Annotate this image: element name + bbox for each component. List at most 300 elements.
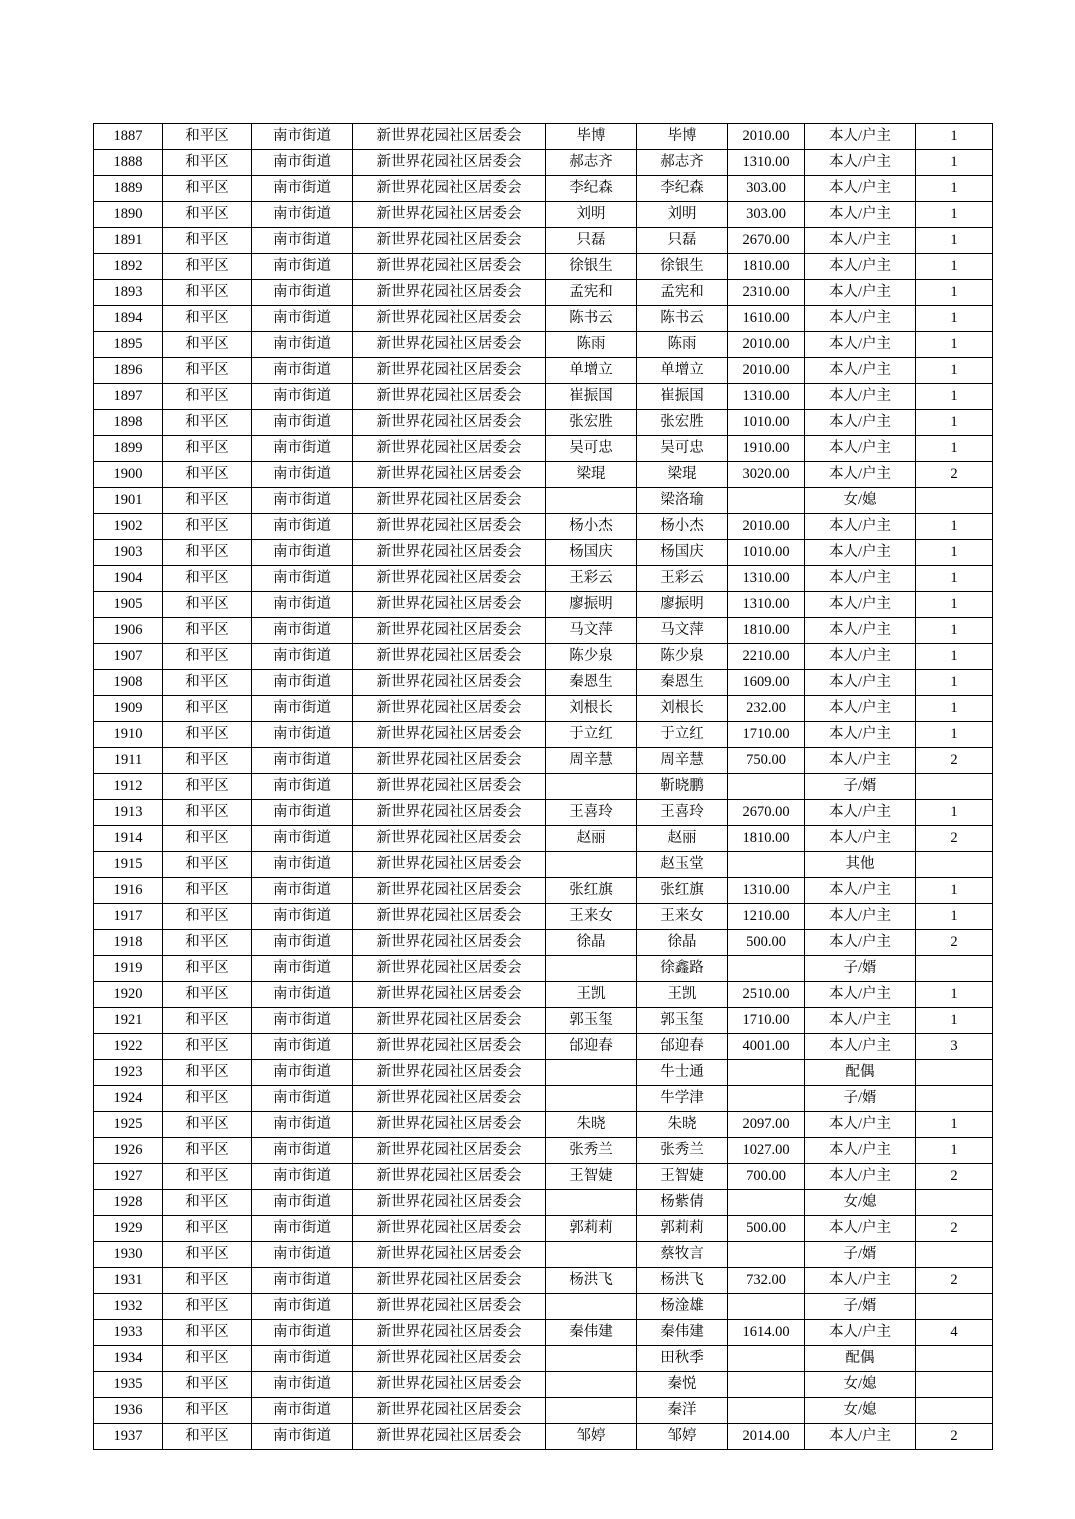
row-community: 新世界花园社区居委会 (353, 956, 546, 982)
row-count (916, 488, 993, 514)
row-count: 1 (916, 384, 993, 410)
row-community: 新世界花园社区居委会 (353, 566, 546, 592)
row-street: 南市街道 (252, 800, 353, 826)
row-member-name: 杨小杰 (637, 514, 728, 540)
row-count: 1 (916, 878, 993, 904)
row-index: 1936 (94, 1398, 163, 1424)
row-street: 南市街道 (252, 1008, 353, 1034)
row-district: 和平区 (163, 878, 252, 904)
row-member-name: 秦恩生 (637, 670, 728, 696)
row-district: 和平区 (163, 332, 252, 358)
row-index: 1894 (94, 306, 163, 332)
row-index: 1915 (94, 852, 163, 878)
row-community: 新世界花园社区居委会 (353, 696, 546, 722)
row-street: 南市街道 (252, 722, 353, 748)
row-count: 1 (916, 566, 993, 592)
row-index: 1916 (94, 878, 163, 904)
row-community: 新世界花园社区居委会 (353, 1060, 546, 1086)
row-count: 1 (916, 1112, 993, 1138)
row-amount: 2010.00 (728, 514, 805, 540)
row-count: 1 (916, 722, 993, 748)
row-count: 1 (916, 280, 993, 306)
table-row (94, 436, 993, 462)
row-district: 和平区 (163, 1242, 252, 1268)
row-index: 1931 (94, 1268, 163, 1294)
row-street: 南市街道 (252, 1320, 353, 1346)
row-index: 1926 (94, 1138, 163, 1164)
row-relation: 本人/户主 (805, 514, 916, 540)
row-count: 2 (916, 1268, 993, 1294)
row-count (916, 1294, 993, 1320)
row-member-name: 靳晓鹏 (637, 774, 728, 800)
row-relation: 本人/户主 (805, 826, 916, 852)
row-street: 南市街道 (252, 1424, 353, 1450)
row-street: 南市街道 (252, 306, 353, 332)
row-relation: 子/婿 (805, 1086, 916, 1112)
row-amount (728, 1294, 805, 1320)
row-district: 和平区 (163, 384, 252, 410)
row-community: 新世界花园社区居委会 (353, 1398, 546, 1424)
row-district: 和平区 (163, 1086, 252, 1112)
table-body (94, 124, 993, 1450)
row-district: 和平区 (163, 1346, 252, 1372)
row-relation: 本人/户主 (805, 696, 916, 722)
row-count (916, 1190, 993, 1216)
row-street: 南市街道 (252, 1346, 353, 1372)
row-count: 1 (916, 228, 993, 254)
row-community: 新世界花园社区居委会 (353, 1268, 546, 1294)
row-member-name: 杨淦雄 (637, 1294, 728, 1320)
row-street: 南市街道 (252, 488, 353, 514)
row-community: 新世界花园社区居委会 (353, 1034, 546, 1060)
row-community: 新世界花园社区居委会 (353, 1190, 546, 1216)
row-index: 1921 (94, 1008, 163, 1034)
row-householder-name: 郭莉莉 (546, 1216, 637, 1242)
row-street: 南市街道 (252, 956, 353, 982)
row-amount: 732.00 (728, 1268, 805, 1294)
row-householder-name: 张红旗 (546, 878, 637, 904)
row-district: 和平区 (163, 1190, 252, 1216)
row-householder-name: 周辛慧 (546, 748, 637, 774)
row-street: 南市街道 (252, 540, 353, 566)
row-member-name: 于立红 (637, 722, 728, 748)
row-member-name: 秦伟建 (637, 1320, 728, 1346)
row-amount (728, 1060, 805, 1086)
row-community: 新世界花园社区居委会 (353, 410, 546, 436)
table-row (94, 670, 993, 696)
row-member-name: 郭玉玺 (637, 1008, 728, 1034)
row-amount: 2010.00 (728, 332, 805, 358)
row-community: 新世界花园社区居委会 (353, 1008, 546, 1034)
row-householder-name: 杨小杰 (546, 514, 637, 540)
row-community: 新世界花园社区居委会 (353, 1112, 546, 1138)
row-member-name: 梁洛瑜 (637, 488, 728, 514)
row-count: 2 (916, 1164, 993, 1190)
row-index: 1920 (94, 982, 163, 1008)
row-index: 1917 (94, 904, 163, 930)
row-index: 1933 (94, 1320, 163, 1346)
row-community: 新世界花园社区居委会 (353, 124, 546, 150)
row-member-name: 陈雨 (637, 332, 728, 358)
row-member-name: 廖振明 (637, 592, 728, 618)
row-count: 1 (916, 800, 993, 826)
row-amount: 750.00 (728, 748, 805, 774)
row-householder-name: 赵丽 (546, 826, 637, 852)
row-relation: 子/婿 (805, 956, 916, 982)
row-community: 新世界花园社区居委会 (353, 852, 546, 878)
row-community: 新世界花园社区居委会 (353, 1320, 546, 1346)
row-relation: 本人/户主 (805, 254, 916, 280)
row-householder-name (546, 1346, 637, 1372)
row-community: 新世界花园社区居委会 (353, 826, 546, 852)
row-householder-name: 王来女 (546, 904, 637, 930)
row-street: 南市街道 (252, 670, 353, 696)
row-index: 1888 (94, 150, 163, 176)
row-householder-name: 梁琨 (546, 462, 637, 488)
row-district: 和平区 (163, 774, 252, 800)
row-relation: 本人/户主 (805, 930, 916, 956)
table-row (94, 592, 993, 618)
row-amount (728, 956, 805, 982)
row-amount: 2014.00 (728, 1424, 805, 1450)
row-relation: 本人/户主 (805, 1112, 916, 1138)
row-district: 和平区 (163, 566, 252, 592)
row-count (916, 1398, 993, 1424)
table-row (94, 618, 993, 644)
row-relation: 子/婿 (805, 774, 916, 800)
row-index: 1912 (94, 774, 163, 800)
row-street: 南市街道 (252, 826, 353, 852)
row-member-name: 王凯 (637, 982, 728, 1008)
row-member-name: 郭莉莉 (637, 1216, 728, 1242)
row-member-name: 邹婷 (637, 1424, 728, 1450)
row-householder-name (546, 1190, 637, 1216)
row-householder-name: 李纪森 (546, 176, 637, 202)
row-amount: 1310.00 (728, 150, 805, 176)
row-index: 1910 (94, 722, 163, 748)
row-index: 1911 (94, 748, 163, 774)
table-row (94, 1138, 993, 1164)
row-community: 新世界花园社区居委会 (353, 228, 546, 254)
row-member-name: 陈书云 (637, 306, 728, 332)
row-relation: 女/媳 (805, 1372, 916, 1398)
row-householder-name: 刘根长 (546, 696, 637, 722)
row-count: 1 (916, 202, 993, 228)
row-district: 和平区 (163, 228, 252, 254)
row-street: 南市街道 (252, 592, 353, 618)
row-amount (728, 1398, 805, 1424)
table-row (94, 1242, 993, 1268)
row-street: 南市街道 (252, 878, 353, 904)
row-street: 南市街道 (252, 410, 353, 436)
row-householder-name: 秦恩生 (546, 670, 637, 696)
row-district: 和平区 (163, 488, 252, 514)
row-community: 新世界花园社区居委会 (353, 358, 546, 384)
row-member-name: 毕博 (637, 124, 728, 150)
row-community: 新世界花园社区居委会 (353, 280, 546, 306)
row-community: 新世界花园社区居委会 (353, 618, 546, 644)
table-row (94, 176, 993, 202)
row-relation: 本人/户主 (805, 150, 916, 176)
row-street: 南市街道 (252, 930, 353, 956)
table-row (94, 1164, 993, 1190)
table-row (94, 150, 993, 176)
row-householder-name: 马文萍 (546, 618, 637, 644)
row-count: 3 (916, 1034, 993, 1060)
row-amount: 700.00 (728, 1164, 805, 1190)
row-householder-name: 邰迎春 (546, 1034, 637, 1060)
row-amount: 1310.00 (728, 878, 805, 904)
table-row (94, 410, 993, 436)
row-count (916, 956, 993, 982)
row-amount: 303.00 (728, 176, 805, 202)
row-district: 和平区 (163, 670, 252, 696)
row-district: 和平区 (163, 462, 252, 488)
row-community: 新世界花园社区居委会 (353, 436, 546, 462)
row-relation: 子/婿 (805, 1242, 916, 1268)
row-relation: 本人/户主 (805, 1216, 916, 1242)
row-index: 1914 (94, 826, 163, 852)
row-district: 和平区 (163, 904, 252, 930)
row-count: 1 (916, 644, 993, 670)
row-index: 1903 (94, 540, 163, 566)
row-district: 和平区 (163, 1034, 252, 1060)
row-index: 1909 (94, 696, 163, 722)
row-street: 南市街道 (252, 384, 353, 410)
row-amount: 1310.00 (728, 384, 805, 410)
row-amount: 1910.00 (728, 436, 805, 462)
row-district: 和平区 (163, 202, 252, 228)
row-member-name: 王智婕 (637, 1164, 728, 1190)
row-index: 1918 (94, 930, 163, 956)
row-community: 新世界花园社区居委会 (353, 514, 546, 540)
table-row (94, 878, 993, 904)
row-community: 新世界花园社区居委会 (353, 774, 546, 800)
row-relation: 本人/户主 (805, 358, 916, 384)
row-count: 4 (916, 1320, 993, 1346)
row-street: 南市街道 (252, 228, 353, 254)
row-index: 1913 (94, 800, 163, 826)
row-householder-name (546, 488, 637, 514)
row-member-name: 徐鑫路 (637, 956, 728, 982)
row-amount: 232.00 (728, 696, 805, 722)
row-relation: 本人/户主 (805, 800, 916, 826)
row-relation: 本人/户主 (805, 748, 916, 774)
row-index: 1932 (94, 1294, 163, 1320)
row-street: 南市街道 (252, 1398, 353, 1424)
row-district: 和平区 (163, 800, 252, 826)
row-community: 新世界花园社区居委会 (353, 1138, 546, 1164)
row-relation: 女/媳 (805, 1398, 916, 1424)
row-householder-name: 王喜玲 (546, 800, 637, 826)
row-district: 和平区 (163, 514, 252, 540)
row-relation: 本人/户主 (805, 462, 916, 488)
row-count (916, 852, 993, 878)
row-member-name: 梁琨 (637, 462, 728, 488)
row-count: 2 (916, 462, 993, 488)
row-index: 1924 (94, 1086, 163, 1112)
row-amount (728, 1086, 805, 1112)
row-amount (728, 488, 805, 514)
row-community: 新世界花园社区居委会 (353, 878, 546, 904)
row-member-name: 蔡牧言 (637, 1242, 728, 1268)
row-index: 1897 (94, 384, 163, 410)
row-street: 南市街道 (252, 1216, 353, 1242)
row-relation: 本人/户主 (805, 618, 916, 644)
table-row (94, 1372, 993, 1398)
row-amount: 303.00 (728, 202, 805, 228)
row-street: 南市街道 (252, 1242, 353, 1268)
row-relation: 本人/户主 (805, 878, 916, 904)
row-householder-name: 邹婷 (546, 1424, 637, 1450)
row-householder-name (546, 1242, 637, 1268)
table-row (94, 462, 993, 488)
row-street: 南市街道 (252, 1034, 353, 1060)
row-householder-name: 廖振明 (546, 592, 637, 618)
table-row (94, 1320, 993, 1346)
row-street: 南市街道 (252, 254, 353, 280)
row-relation: 本人/户主 (805, 202, 916, 228)
table-row (94, 644, 993, 670)
row-amount: 1609.00 (728, 670, 805, 696)
row-member-name: 徐银生 (637, 254, 728, 280)
row-street: 南市街道 (252, 904, 353, 930)
row-member-name: 单增立 (637, 358, 728, 384)
row-count: 1 (916, 514, 993, 540)
row-community: 新世界花园社区居委会 (353, 1294, 546, 1320)
row-amount (728, 1372, 805, 1398)
row-member-name: 田秋季 (637, 1346, 728, 1372)
row-member-name: 杨洪飞 (637, 1268, 728, 1294)
row-district: 和平区 (163, 1216, 252, 1242)
row-count: 1 (916, 436, 993, 462)
row-street: 南市街道 (252, 696, 353, 722)
resident-subsidy-table (93, 123, 993, 1450)
row-district: 和平区 (163, 1138, 252, 1164)
row-district: 和平区 (163, 1060, 252, 1086)
row-amount: 1610.00 (728, 306, 805, 332)
table-row (94, 852, 993, 878)
row-index: 1906 (94, 618, 163, 644)
table-row (94, 384, 993, 410)
row-householder-name (546, 1086, 637, 1112)
row-district: 和平区 (163, 644, 252, 670)
row-amount: 1810.00 (728, 254, 805, 280)
row-amount: 2310.00 (728, 280, 805, 306)
row-householder-name: 张宏胜 (546, 410, 637, 436)
row-member-name: 崔振国 (637, 384, 728, 410)
row-member-name: 徐晶 (637, 930, 728, 956)
row-relation: 本人/户主 (805, 280, 916, 306)
row-count: 2 (916, 826, 993, 852)
row-householder-name: 陈雨 (546, 332, 637, 358)
table-row (94, 748, 993, 774)
row-member-name: 王喜玲 (637, 800, 728, 826)
row-index: 1905 (94, 592, 163, 618)
row-street: 南市街道 (252, 358, 353, 384)
table-row (94, 488, 993, 514)
row-count: 1 (916, 410, 993, 436)
row-amount: 1810.00 (728, 826, 805, 852)
row-relation: 本人/户主 (805, 1034, 916, 1060)
row-street: 南市街道 (252, 1086, 353, 1112)
row-householder-name: 单增立 (546, 358, 637, 384)
row-count: 2 (916, 748, 993, 774)
row-count: 1 (916, 696, 993, 722)
row-relation: 子/婿 (805, 1294, 916, 1320)
row-member-name: 杨国庆 (637, 540, 728, 566)
row-street: 南市街道 (252, 332, 353, 358)
table-row (94, 332, 993, 358)
row-count (916, 1060, 993, 1086)
row-community: 新世界花园社区居委会 (353, 332, 546, 358)
row-relation: 本人/户主 (805, 1268, 916, 1294)
row-amount: 1210.00 (728, 904, 805, 930)
row-district: 和平区 (163, 956, 252, 982)
row-amount: 2210.00 (728, 644, 805, 670)
row-community: 新世界花园社区居委会 (353, 384, 546, 410)
row-index: 1907 (94, 644, 163, 670)
row-index: 1898 (94, 410, 163, 436)
row-relation: 配偶 (805, 1060, 916, 1086)
table-row (94, 1398, 993, 1424)
row-householder-name (546, 1372, 637, 1398)
row-index: 1890 (94, 202, 163, 228)
row-relation: 本人/户主 (805, 1424, 916, 1450)
row-index: 1892 (94, 254, 163, 280)
row-member-name: 张宏胜 (637, 410, 728, 436)
row-community: 新世界花园社区居委会 (353, 488, 546, 514)
row-amount: 1010.00 (728, 410, 805, 436)
row-count: 1 (916, 1008, 993, 1034)
row-street: 南市街道 (252, 176, 353, 202)
row-amount: 3020.00 (728, 462, 805, 488)
row-count: 1 (916, 358, 993, 384)
row-householder-name: 王彩云 (546, 566, 637, 592)
row-community: 新世界花园社区居委会 (353, 540, 546, 566)
row-street: 南市街道 (252, 644, 353, 670)
row-amount: 2010.00 (728, 124, 805, 150)
row-amount (728, 1242, 805, 1268)
row-community: 新世界花园社区居委会 (353, 176, 546, 202)
row-householder-name (546, 1398, 637, 1424)
row-householder-name: 王智婕 (546, 1164, 637, 1190)
row-district: 和平区 (163, 1320, 252, 1346)
row-member-name: 秦悦 (637, 1372, 728, 1398)
row-member-name: 刘根长 (637, 696, 728, 722)
row-community: 新世界花园社区居委会 (353, 1372, 546, 1398)
row-member-name: 只磊 (637, 228, 728, 254)
row-index: 1934 (94, 1346, 163, 1372)
row-count: 1 (916, 618, 993, 644)
row-relation: 本人/户主 (805, 1164, 916, 1190)
table-row (94, 1424, 993, 1450)
row-street: 南市街道 (252, 852, 353, 878)
row-index: 1904 (94, 566, 163, 592)
table-row (94, 982, 993, 1008)
row-amount: 2670.00 (728, 800, 805, 826)
row-street: 南市街道 (252, 1190, 353, 1216)
row-community: 新世界花园社区居委会 (353, 1424, 546, 1450)
row-relation: 本人/户主 (805, 228, 916, 254)
table-row (94, 1294, 993, 1320)
row-amount: 1310.00 (728, 566, 805, 592)
row-amount: 1810.00 (728, 618, 805, 644)
row-community: 新世界花园社区居委会 (353, 800, 546, 826)
row-member-name: 孟宪和 (637, 280, 728, 306)
row-district: 和平区 (163, 982, 252, 1008)
table-row (94, 956, 993, 982)
